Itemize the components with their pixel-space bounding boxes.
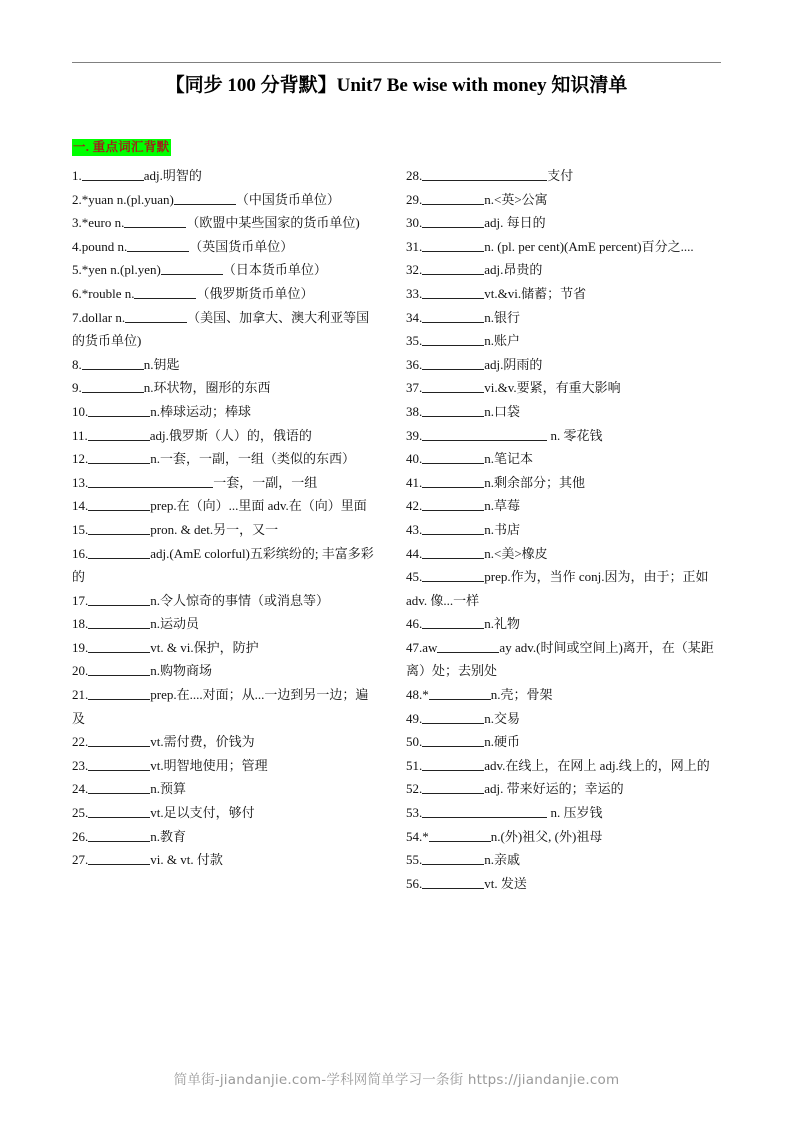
answer-blank[interactable] (82, 167, 144, 181)
vocabulary-entry (406, 353, 720, 377)
entry-definition: 支付 (547, 168, 574, 183)
entry-number: 2. (72, 191, 82, 207)
answer-blank[interactable] (422, 167, 547, 181)
entry-definition: n.购物商场 (150, 663, 213, 679)
entry-definition: n.钥匙 (143, 356, 180, 372)
vocabulary-entry (406, 636, 720, 683)
answer-blank[interactable] (88, 615, 150, 629)
answer-blank[interactable] (422, 191, 484, 205)
vocabulary-entry (72, 542, 378, 589)
answer-blank[interactable] (88, 686, 150, 700)
entry-number: 30. (406, 215, 423, 231)
vocabulary-entry (72, 376, 378, 400)
entry-number: 51. (406, 757, 423, 773)
vocabulary-entry (72, 494, 378, 518)
answer-blank[interactable] (422, 403, 484, 417)
entry-prefix: *yuan n.(pl.yuan) (81, 191, 174, 207)
entry-number: 22. (72, 734, 89, 750)
vocabulary-entry (406, 306, 720, 330)
answer-blank[interactable] (422, 545, 484, 559)
vocabulary-columns (72, 164, 721, 895)
header-divider (72, 62, 721, 63)
vocabulary-entry (406, 188, 720, 212)
answer-blank[interactable] (422, 450, 484, 464)
vocabulary-entry (72, 777, 378, 801)
answer-blank[interactable] (88, 521, 150, 535)
answer-blank[interactable] (422, 615, 484, 629)
entry-definition: n.书店 (484, 521, 521, 537)
answer-blank[interactable] (422, 851, 484, 865)
vocabulary-entry (72, 589, 378, 613)
entry-definition: n.棒球运动；棒球 (150, 403, 252, 419)
entry-definition: n.环状物，圈形的东西 (143, 380, 271, 396)
vocabulary-entry (406, 164, 720, 188)
answer-blank[interactable] (422, 261, 484, 275)
entry-number: 55. (406, 852, 423, 868)
answer-blank[interactable] (422, 780, 484, 794)
entry-number: 38. (406, 403, 423, 419)
entry-definition: n.一套，一副，一组（类似的东西） (150, 451, 356, 467)
answer-blank[interactable] (422, 427, 547, 441)
entry-number: 3. (72, 215, 82, 231)
answer-blank[interactable] (134, 285, 196, 299)
entry-definition: n.<美>橡皮 (484, 545, 548, 561)
vocabulary-entry (72, 235, 378, 259)
entry-definition: ay adv.(时间或空间上)离开，在（某距离）处；去别处 (406, 639, 714, 679)
answer-blank[interactable] (161, 261, 223, 275)
vocabulary-entry (406, 683, 720, 707)
entry-definition: n.口袋 (484, 403, 521, 419)
entry-number: 46. (406, 616, 423, 632)
vocabulary-entry (406, 707, 720, 731)
entry-definition: vt.足以支付，够付 (150, 805, 255, 821)
entry-number: 32. (406, 262, 423, 278)
vocabulary-entry (72, 424, 378, 448)
vocabulary-entry (406, 848, 720, 872)
entry-definition: n. 零花钱 (547, 427, 603, 443)
entry-definition: adj.昂贵的 (484, 262, 543, 278)
entry-definition: prep.作为，当作 conj.因为，由于；正如 adv. 像...一样 (406, 569, 709, 608)
entry-number: 31. (406, 238, 423, 254)
vocabulary-entry (406, 518, 720, 542)
answer-blank[interactable] (422, 214, 484, 228)
entry-definition: n.运动员 (150, 616, 200, 632)
entry-definition: n.礼物 (484, 616, 521, 632)
entry-definition: pron. & det.另一，又一 (150, 521, 279, 537)
entry-number: 54. (406, 828, 423, 844)
entry-number: 24. (72, 781, 89, 797)
vocabulary-entry (72, 471, 378, 495)
answer-blank[interactable] (422, 309, 484, 323)
entry-definition: （俄罗斯货币单位） (196, 285, 314, 301)
answer-blank[interactable] (88, 545, 150, 559)
entry-number: 4. (72, 238, 82, 254)
entry-definition: （日本货币单位） (222, 262, 327, 278)
vocabulary-entry (72, 353, 378, 377)
entry-number: 9. (72, 380, 82, 396)
entry-definition: vt. & vi.保护，防护 (150, 639, 259, 655)
entry-definition: prep.在....对面；从...一边到另一边；遍及 (72, 687, 369, 726)
answer-blank[interactable] (422, 757, 484, 771)
entry-number: 26. (72, 828, 89, 844)
entry-number: 49. (406, 710, 423, 726)
entry-number: 43. (406, 521, 423, 537)
answer-blank[interactable] (422, 379, 484, 393)
answer-blank[interactable] (422, 521, 484, 535)
entry-definition: n.草莓 (484, 498, 521, 514)
vocabulary-entry (72, 848, 378, 872)
entry-number: 5. (72, 262, 82, 278)
entry-definition: n.(外)祖父, (外)祖母 (490, 828, 603, 844)
answer-blank[interactable] (88, 474, 213, 488)
entry-number: 18. (72, 616, 89, 632)
answer-blank[interactable] (422, 804, 547, 818)
entry-definition: n.账户 (484, 333, 521, 349)
entry-number: 8. (72, 356, 82, 372)
entry-prefix: aw (422, 639, 438, 655)
entry-definition: adj.俄罗斯（人）的，俄语的 (149, 427, 312, 443)
vocabulary-entry (72, 164, 378, 188)
entry-definition: （欧盟中某些国家的货币单位) (186, 215, 360, 231)
entry-number: 36. (406, 356, 423, 372)
entry-prefix: * (422, 828, 429, 844)
entry-definition: adj.明智的 (143, 168, 202, 183)
entry-definition: adj.阴雨的 (484, 356, 543, 372)
vocabulary-entry (72, 258, 378, 282)
entry-definition: n.令人惊奇的事情（或消息等） (150, 592, 330, 608)
entry-number: 35. (406, 333, 423, 349)
vocabulary-entry (406, 329, 720, 353)
entry-number: 53. (406, 805, 423, 821)
entry-definition: vi. & vt. 付款 (150, 852, 223, 868)
entry-number: 10. (72, 403, 89, 419)
answer-blank[interactable] (127, 238, 189, 252)
section-heading-vocabulary: 一. 重点词汇背默 (73, 140, 170, 154)
entry-definition: adj.(AmE colorful)五彩缤纷的; 丰富多彩的 (72, 545, 374, 585)
vocabulary-entry (72, 188, 378, 212)
entry-number: 11. (72, 427, 88, 443)
vocabulary-entry (72, 282, 378, 306)
vocabulary-entry (72, 730, 378, 754)
vocabulary-entry (406, 494, 720, 518)
answer-blank[interactable] (125, 309, 187, 323)
entry-number: 37. (406, 380, 423, 396)
entry-definition: n.笔记本 (484, 451, 534, 467)
answer-blank[interactable] (422, 733, 484, 747)
entry-number: 16. (72, 545, 89, 561)
entry-definition: adj. 带来好运的；幸运的 (484, 781, 624, 797)
entry-prefix: pound n. (81, 238, 128, 254)
entry-number: 25. (72, 805, 89, 821)
entry-number: 7. (72, 309, 82, 325)
vocabulary-entry (406, 424, 720, 448)
answer-blank[interactable] (88, 497, 150, 511)
answer-blank[interactable] (422, 568, 484, 582)
vocabulary-entry (406, 777, 720, 801)
entry-definition: n.教育 (150, 828, 187, 844)
page-title: 【同步 100 分背默】Unit7 Be wise with money 知识清单 (165, 75, 628, 96)
vocabulary-entry (406, 612, 720, 636)
answer-blank[interactable] (422, 710, 484, 724)
vocabulary-entry (406, 801, 720, 825)
entry-number: 14. (72, 498, 89, 514)
vocabulary-entry (406, 754, 720, 778)
entry-definition: prep.在（向）...里面 adv.在（向）里面 (150, 498, 367, 514)
answer-blank[interactable] (88, 733, 150, 747)
entry-number: 20. (72, 663, 89, 679)
entry-number: 40. (406, 451, 423, 467)
answer-blank[interactable] (88, 851, 150, 865)
entry-number: 50. (406, 734, 423, 750)
entry-number: 13. (72, 474, 89, 490)
answer-blank[interactable] (88, 639, 150, 653)
entry-number: 34. (406, 309, 423, 325)
entry-number: 52. (406, 781, 423, 797)
entry-definition: n. (pl. per cent)(AmE percent)百分之.... (484, 238, 694, 254)
entry-definition: n.壳；骨架 (490, 687, 553, 703)
vocabulary-column-right (396, 164, 720, 895)
entry-number: 28. (406, 168, 423, 183)
vocabulary-entry (406, 565, 720, 612)
entry-number: 12. (72, 451, 89, 467)
vocabulary-column-left (72, 164, 396, 895)
answer-blank[interactable] (88, 757, 150, 771)
answer-blank[interactable] (422, 875, 484, 889)
vocabulary-entry (72, 447, 378, 471)
entry-number: 21. (72, 687, 89, 703)
entry-prefix: *rouble n. (81, 285, 135, 301)
entry-prefix: *euro n. (81, 215, 125, 231)
entry-definition: n.亲戚 (484, 852, 521, 868)
entry-definition: vt.需付费，价钱为 (150, 734, 255, 750)
answer-blank[interactable] (88, 828, 150, 842)
vocabulary-entry (72, 754, 378, 778)
vocabulary-entry (72, 683, 378, 730)
answer-blank[interactable] (422, 474, 484, 488)
answer-blank[interactable] (124, 214, 186, 228)
vocabulary-entry (72, 400, 378, 424)
entry-definition: n.预算 (150, 781, 187, 797)
vocabulary-entry (406, 211, 720, 235)
vocabulary-entry (72, 825, 378, 849)
entry-definition: n.<英>公寓 (484, 191, 548, 207)
vocabulary-entry (72, 518, 378, 542)
entry-number: 1. (72, 168, 82, 183)
answer-blank[interactable] (88, 804, 150, 818)
entry-number: 17. (72, 592, 89, 608)
footer-watermark: 简单街-jiandanjie.com-学科网简单学习一条街 https://jiandanjie.com (173, 1072, 620, 1088)
vocabulary-entry (72, 612, 378, 636)
vocabulary-entry (72, 636, 378, 660)
entry-definition: （英国货币单位） (189, 238, 294, 254)
entry-number: 47. (406, 639, 423, 655)
entry-definition: n.硬币 (484, 734, 521, 750)
vocabulary-entry (406, 730, 720, 754)
entry-number: 23. (72, 757, 89, 773)
entry-number: 44. (406, 545, 423, 561)
answer-blank[interactable] (88, 403, 150, 417)
entry-number: 56. (406, 875, 423, 891)
entry-number: 41. (406, 474, 423, 490)
answer-blank[interactable] (422, 356, 484, 370)
entry-definition: adv.在线上，在网上 adj.线上的，网上的 (484, 757, 710, 773)
answer-blank[interactable] (429, 686, 491, 700)
answer-blank[interactable] (422, 332, 484, 346)
entry-definition: 一套，一副，一组 (213, 474, 318, 490)
vocabulary-entry (406, 447, 720, 471)
entry-number: 27. (72, 852, 89, 868)
answer-blank[interactable] (422, 497, 484, 511)
answer-blank[interactable] (88, 592, 150, 606)
entry-definition: adj. 每日的 (484, 215, 546, 231)
entry-number: 33. (406, 285, 423, 301)
entry-number: 6. (72, 285, 82, 301)
vocabulary-entry (406, 376, 720, 400)
vocabulary-entry (72, 659, 378, 683)
answer-blank[interactable] (422, 285, 484, 299)
vocabulary-entry (406, 471, 720, 495)
vocabulary-entry (72, 306, 378, 353)
vocabulary-entry (406, 872, 720, 896)
entry-definition: n.交易 (484, 710, 521, 726)
vocabulary-entry (72, 801, 378, 825)
entry-number: 42. (406, 498, 423, 514)
answer-blank[interactable] (422, 238, 484, 252)
entry-prefix: dollar n. (81, 309, 126, 325)
entry-definition: vi.&v.要紧，有重大影响 (484, 380, 621, 396)
answer-blank[interactable] (88, 450, 150, 464)
answer-blank[interactable] (88, 662, 150, 676)
entry-number: 45. (406, 569, 423, 585)
answer-blank[interactable] (174, 191, 236, 205)
answer-blank[interactable] (82, 356, 144, 370)
answer-blank[interactable] (429, 828, 491, 842)
vocabulary-entry (406, 235, 720, 259)
entry-definition: n.剩余部分；其他 (484, 474, 586, 490)
entry-definition: vt. 发送 (484, 875, 527, 891)
entry-number: 48. (406, 687, 423, 703)
entry-number: 39. (406, 427, 423, 443)
vocabulary-entry (72, 211, 378, 235)
entry-definition: （中国货币单位） (235, 191, 340, 207)
vocabulary-entry (406, 282, 720, 306)
vocabulary-entry (406, 258, 720, 282)
entry-definition: vt.明智地使用；管理 (150, 757, 268, 773)
entry-definition: n. 压岁钱 (547, 805, 603, 821)
answer-blank[interactable] (88, 427, 150, 441)
entry-prefix: * (422, 687, 429, 703)
entry-prefix: *yen n.(pl.yen) (81, 262, 161, 278)
entry-definition: vt.&vi.储蓄；节省 (484, 285, 587, 301)
entry-number: 19. (72, 639, 89, 655)
answer-blank[interactable] (437, 639, 499, 653)
answer-blank[interactable] (82, 379, 144, 393)
entry-definition: n.银行 (484, 309, 521, 325)
vocabulary-entry (406, 825, 720, 849)
entry-number: 15. (72, 521, 89, 537)
vocabulary-entry (406, 542, 720, 566)
entry-definition: （美国、加拿大、澳大利亚等国的货币单位) (72, 309, 370, 349)
vocabulary-entry (406, 400, 720, 424)
answer-blank[interactable] (88, 780, 150, 794)
entry-number: 29. (406, 191, 423, 207)
